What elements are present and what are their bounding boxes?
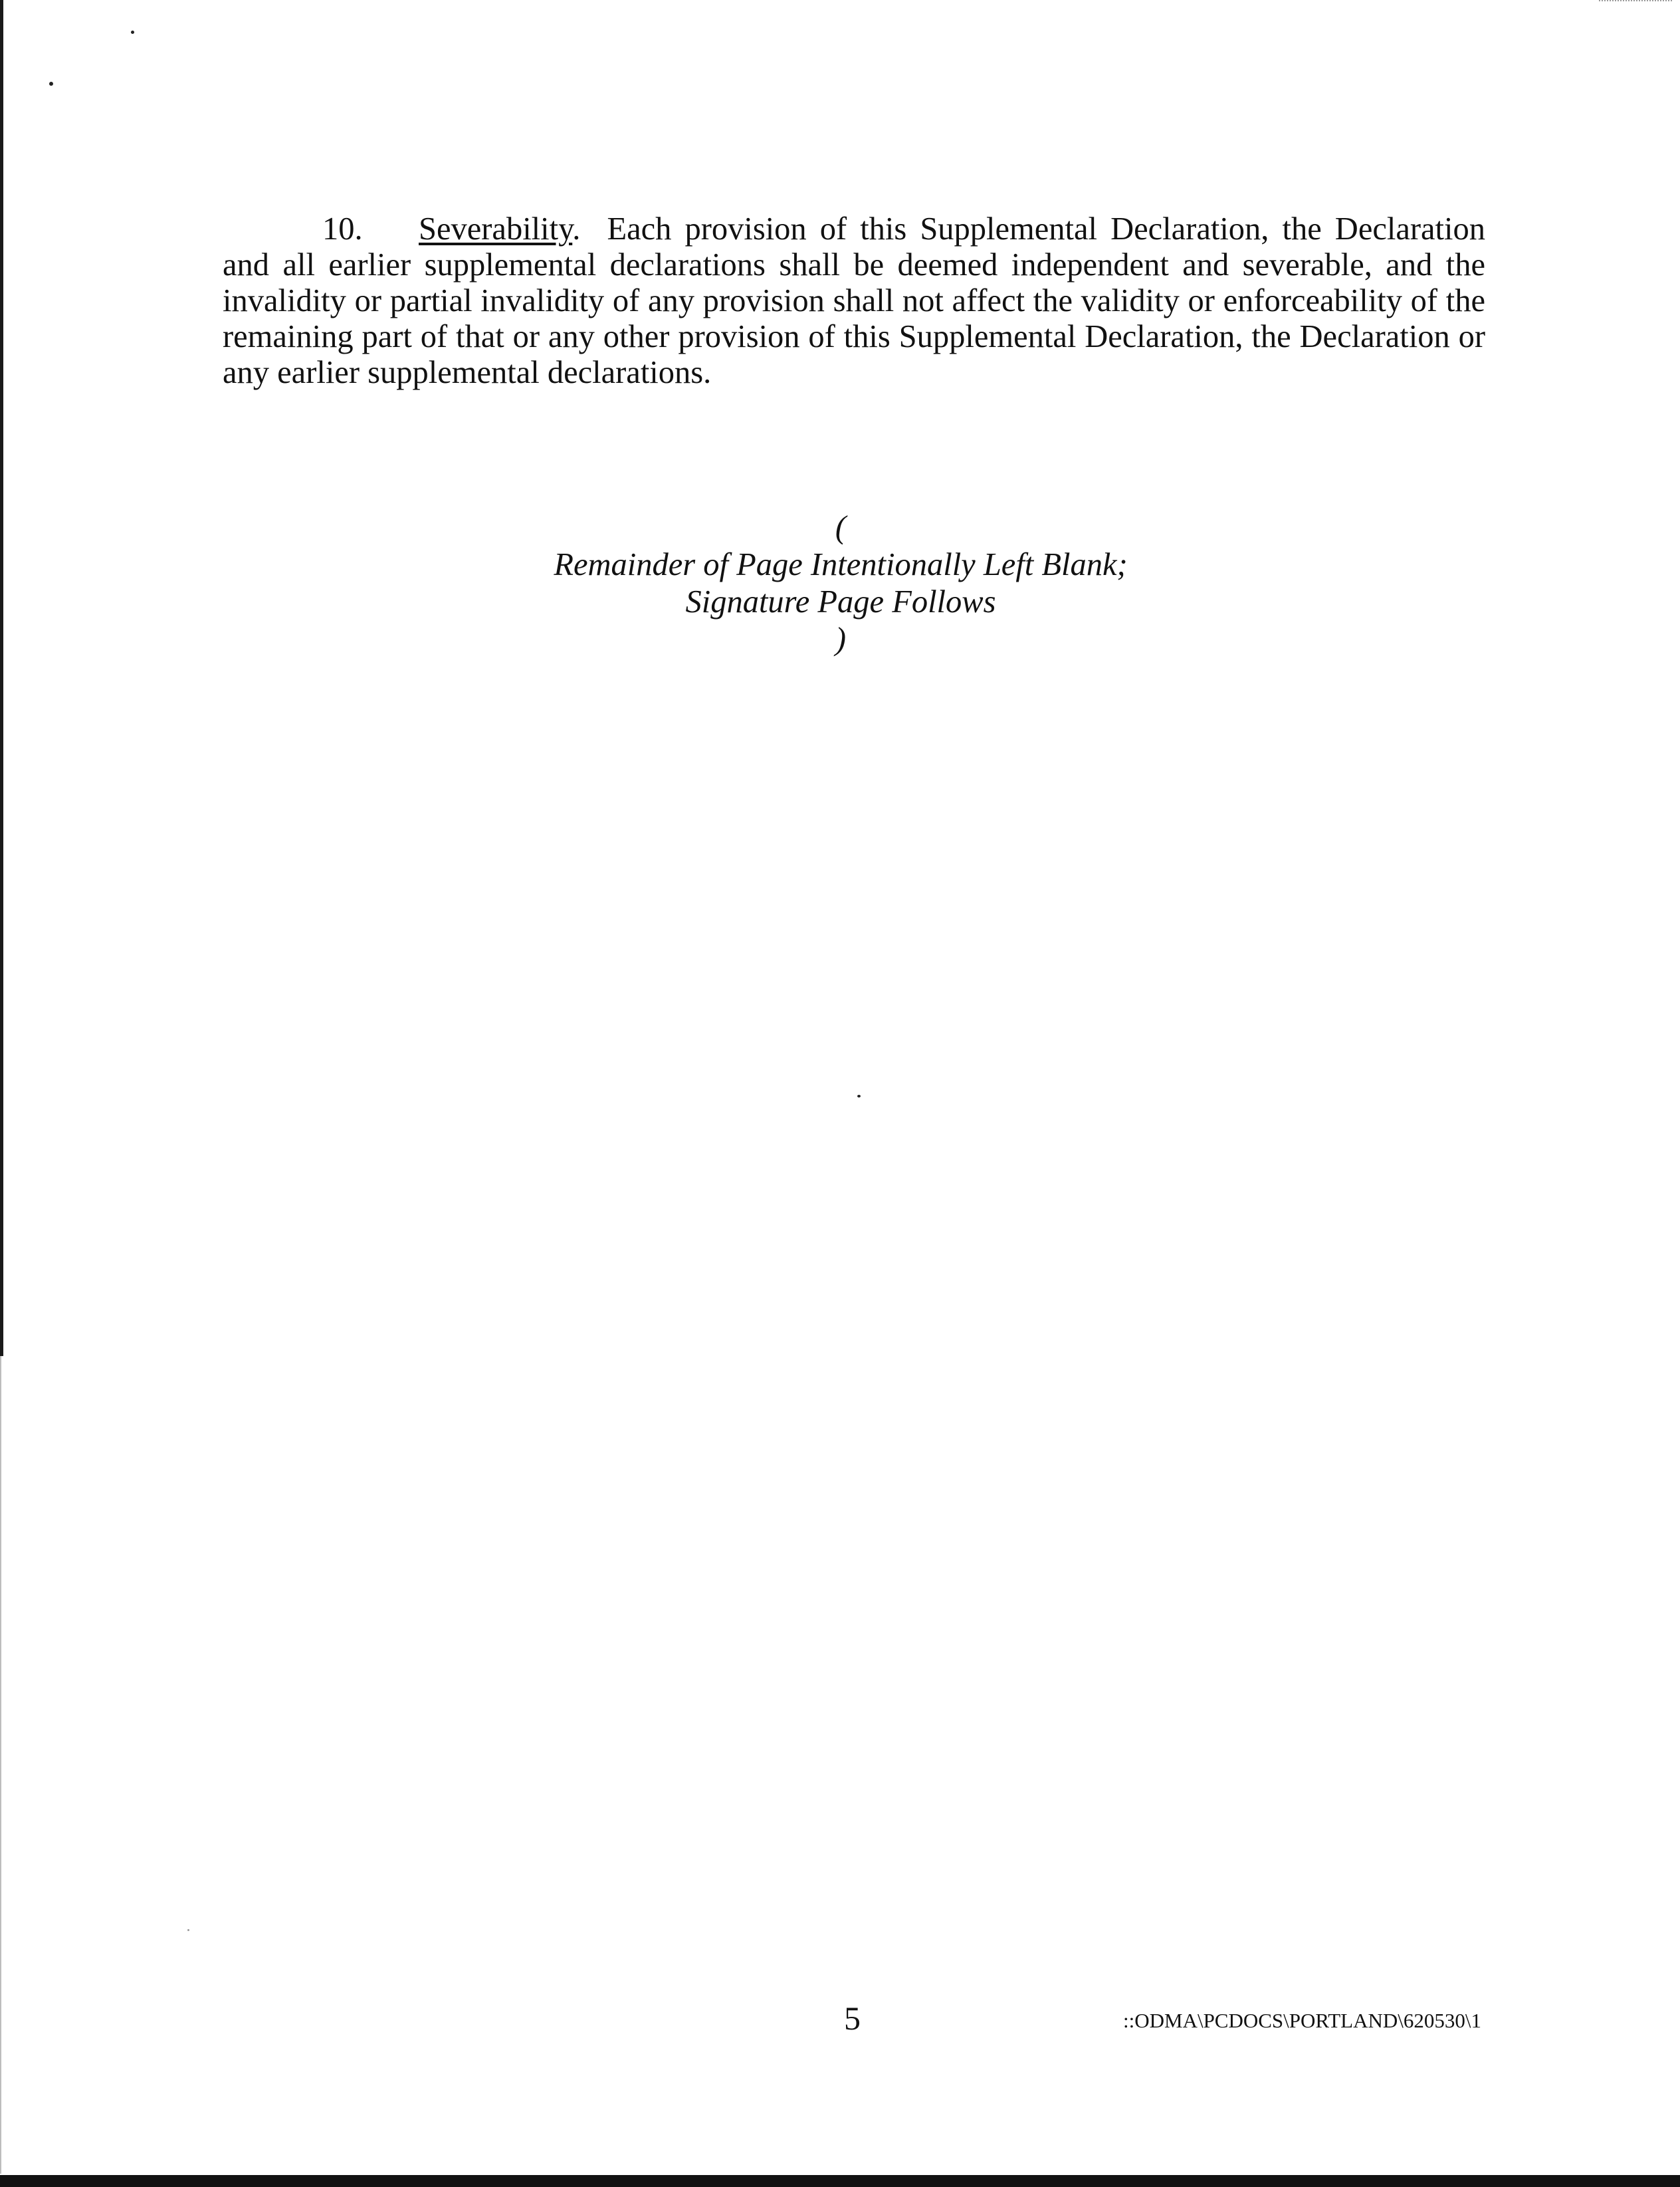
section-heading-suffix: . <box>572 211 581 247</box>
scan-bottom-edge <box>0 2175 1680 2187</box>
section-heading: Severability <box>419 211 573 247</box>
severability-section <box>223 211 1485 391</box>
section-body-text: Each provision of this Supplemental Declaration, the Declaration and all earlier supplemental declarations shall be deemed independent and severable, and the invalidity or partial invalidity of any provision shall not affect the validity or enforceability of the remaining part of that or any other provision of this Supplemental Declaration, the Declaration or any earlier supplemental declarations. <box>223 211 1486 390</box>
note-close-paren: ) <box>835 622 847 657</box>
scan-left-edge <box>0 0 3 1356</box>
note-open-paren: ( <box>835 510 847 545</box>
note-line-2-text: Signature Page Follows <box>685 584 996 620</box>
scan-speck <box>131 31 134 34</box>
section-number: 10. <box>322 211 363 247</box>
scan-left-edge-faint <box>0 1356 1 2174</box>
blank-page-note <box>399 509 1283 658</box>
blank-page-note-line-2 <box>399 584 1283 658</box>
scan-speck <box>857 1095 861 1097</box>
document-id: ::ODMA\PCDOCS\PORTLAND\620530\1 <box>1123 2009 1481 2032</box>
blank-page-note-line-1 <box>399 509 1283 584</box>
page-number: 5 <box>844 2000 861 2037</box>
scan-top-right-marks <box>1599 0 1672 4</box>
scan-speck <box>49 82 53 86</box>
scan-speck <box>187 1929 189 1931</box>
note-line-1-text: Remainder of Page Intentionally Left Blank; <box>554 547 1128 582</box>
